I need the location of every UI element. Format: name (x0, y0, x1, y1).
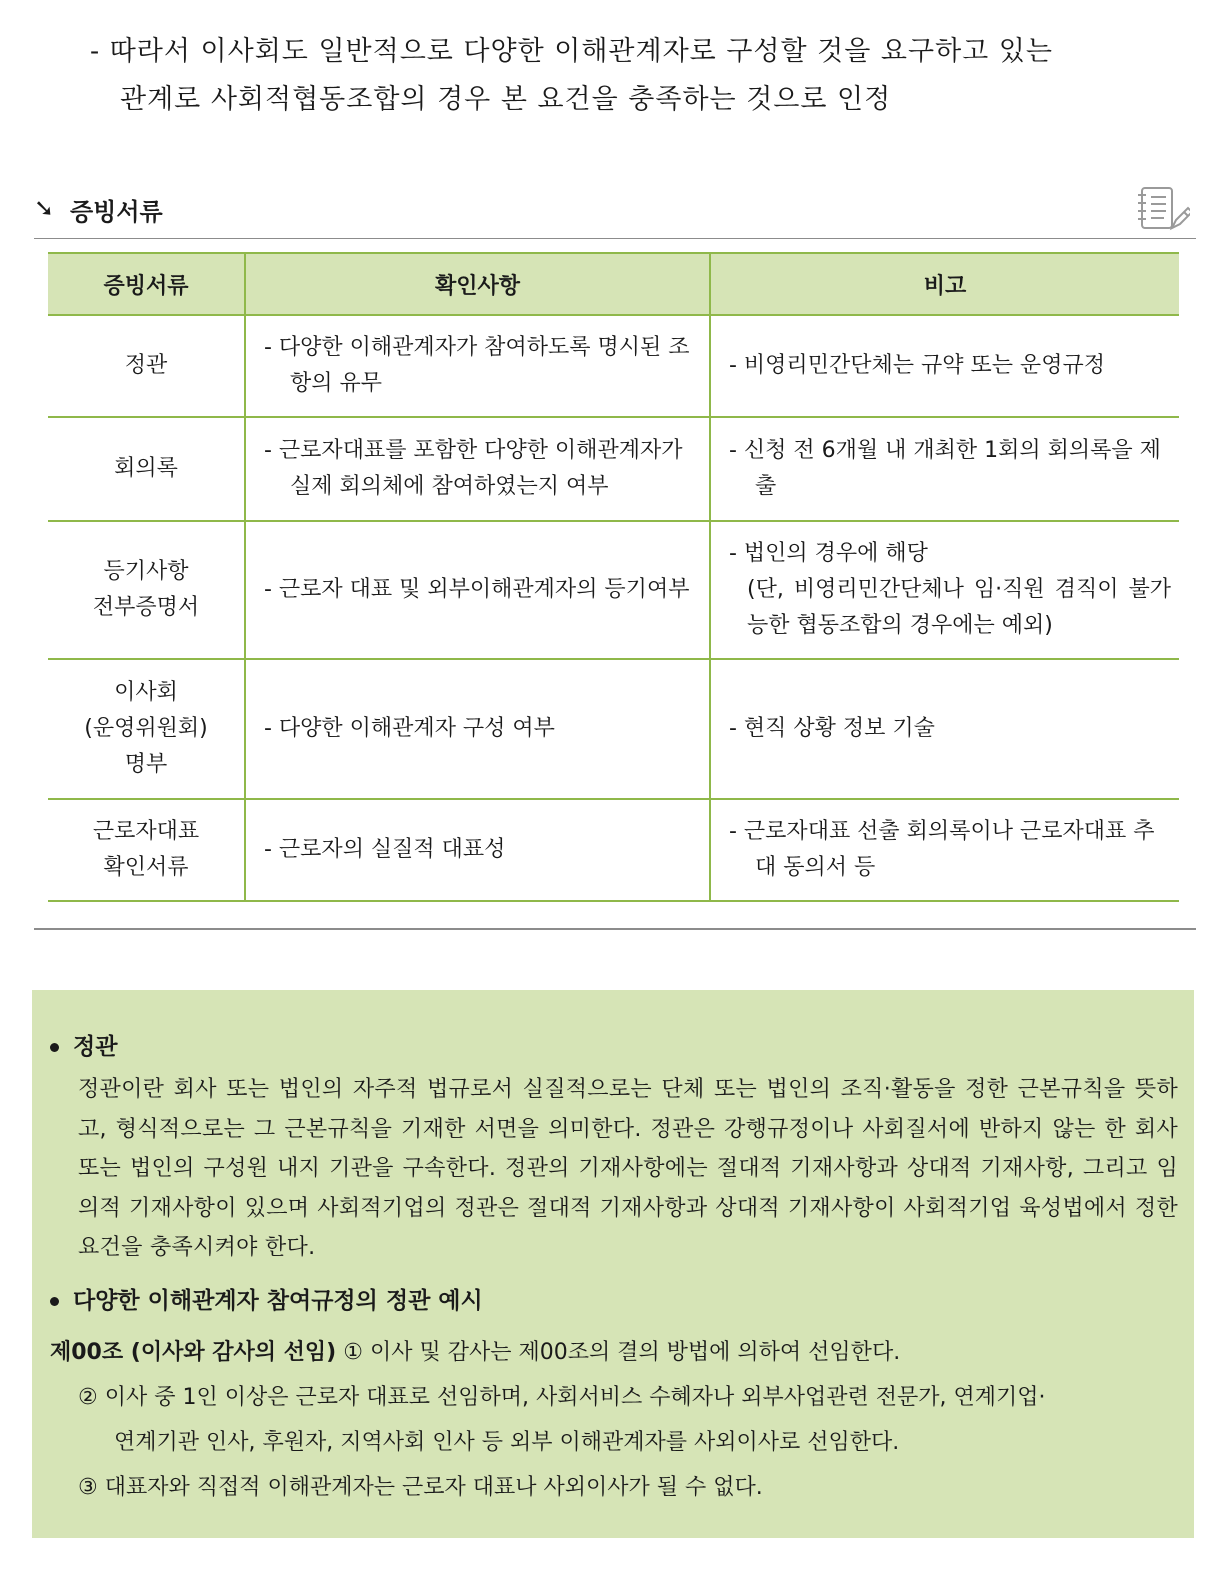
divider (34, 928, 1196, 930)
header-evidence-doc: 증빙서류 (48, 253, 245, 315)
header-check-items: 확인사항 (245, 253, 710, 315)
evidence-table (48, 252, 1179, 902)
article-clause-2: ② 이사 중 1인 이상은 근로자 대표로 선임하며, 사회서비스 수혜자나 외부사업관련 전문가, 연계기업· 연계기관 인사, 후원자, 지역사회 인사 등 외부 이해관계자를 사외이사로 선임한다. (78, 1385, 1046, 1455)
article-clause-3: ③ 대표자와 직접적 이해관계자는 근로자 대표나 사외이사가 될 수 없다. (78, 1475, 763, 1500)
arrow-down-right-icon: ➘ (34, 194, 55, 222)
table-row (48, 521, 1179, 659)
check-cell: - 근로자대표를 포함한 다양한 이해관계자가 실제 회의체에 참여하였는지 여부 (245, 417, 710, 521)
notebook-pen-icon (1138, 186, 1190, 232)
doc-cell: 정관 (48, 315, 245, 417)
intro-line-2: 관계로 사회적협동조합의 경우 본 요건을 충족하는 것으로 인정 (120, 84, 892, 115)
info-box (32, 990, 1194, 1538)
table-row (48, 799, 1179, 901)
article-clause-1 (50, 1330, 1190, 1375)
check-cell: - 다양한 이해관계자 구성 여부 (245, 659, 710, 799)
table-row (48, 659, 1179, 799)
note-cell: - 근로자대표 선출 회의록이나 근로자대표 추대 동의서 등 (710, 799, 1179, 901)
articles-definition-paragraph: 정관이란 회사 또는 법인의 자주적 법규로서 실질적으로는 단체 또는 법인의 조직·활동을 정한 근본규칙을 뜻하고, 형식적으로는 그 근본규칙을 기재한 서면을 의미한다. 정관은 강행규정이나 사회질서에 반하지 않는 한 회사 또는 법인의 구성원 내지 기관을 구속한다. 정관의 기재사항에는 절대적 기재사항과 상대적 기재사항, 그리고 임의적 기재사항이 있으며 사회적기업의 정관은 절대적 기재사항과 상대적 기재사항이 사회적기업 육성법에서 정한 요건을 충족시켜야 한다. (78, 1077, 1178, 1260)
table-row (48, 417, 1179, 521)
article-heading: 제00조 (이사와 감사의 선임) (50, 1340, 337, 1365)
section-header (34, 186, 1196, 239)
check-cell: - 근로자의 실질적 대표성 (245, 799, 710, 901)
bullet-heading-articles: 정관 (50, 1028, 117, 1061)
doc-cell: 근로자대표 확인서류 (48, 799, 245, 901)
clause-1: ① 이사 및 감사는 제00조의 결의 방법에 의하여 선임한다. (343, 1340, 901, 1365)
intro-text (90, 28, 1200, 124)
check-cell: - 근로자 대표 및 외부이해관계자의 등기여부 (245, 521, 710, 659)
table-header-row (48, 253, 1179, 315)
section-title: 증빙서류 (70, 198, 163, 226)
doc-cell: 등기사항 전부증명서 (48, 521, 245, 659)
note-cell: - 현직 상황 정보 기술 (710, 659, 1179, 799)
note-cell: - 비영리민간단체는 규약 또는 운영규정 (710, 315, 1179, 417)
bullet-heading-example: 다양한 이해관계자 참여규정의 정관 예시 (50, 1282, 483, 1315)
check-cell: - 다양한 이해관계자가 참여하도록 명시된 조항의 유무 (245, 315, 710, 417)
intro-line-1: - 따라서 이사회도 일반적으로 다양한 이해관계자로 구성할 것을 요구하고 있는 (90, 36, 1053, 67)
bullet-dot-icon (50, 1043, 59, 1052)
table-row (48, 315, 1179, 417)
note-cell: - 법인의 경우에 해당 (단, 비영리민간단체나 임·직원 겸직이 불가능한 협동조합의 경우에는 예외) (710, 521, 1179, 659)
note-cell: - 신청 전 6개월 내 개최한 1회의 회의록을 제출 (710, 417, 1179, 521)
bullet-dot-icon (50, 1297, 59, 1306)
header-remarks: 비고 (710, 253, 1179, 315)
doc-cell: 이사회 (운영위원회) 명부 (48, 659, 245, 799)
doc-cell: 회의록 (48, 417, 245, 521)
